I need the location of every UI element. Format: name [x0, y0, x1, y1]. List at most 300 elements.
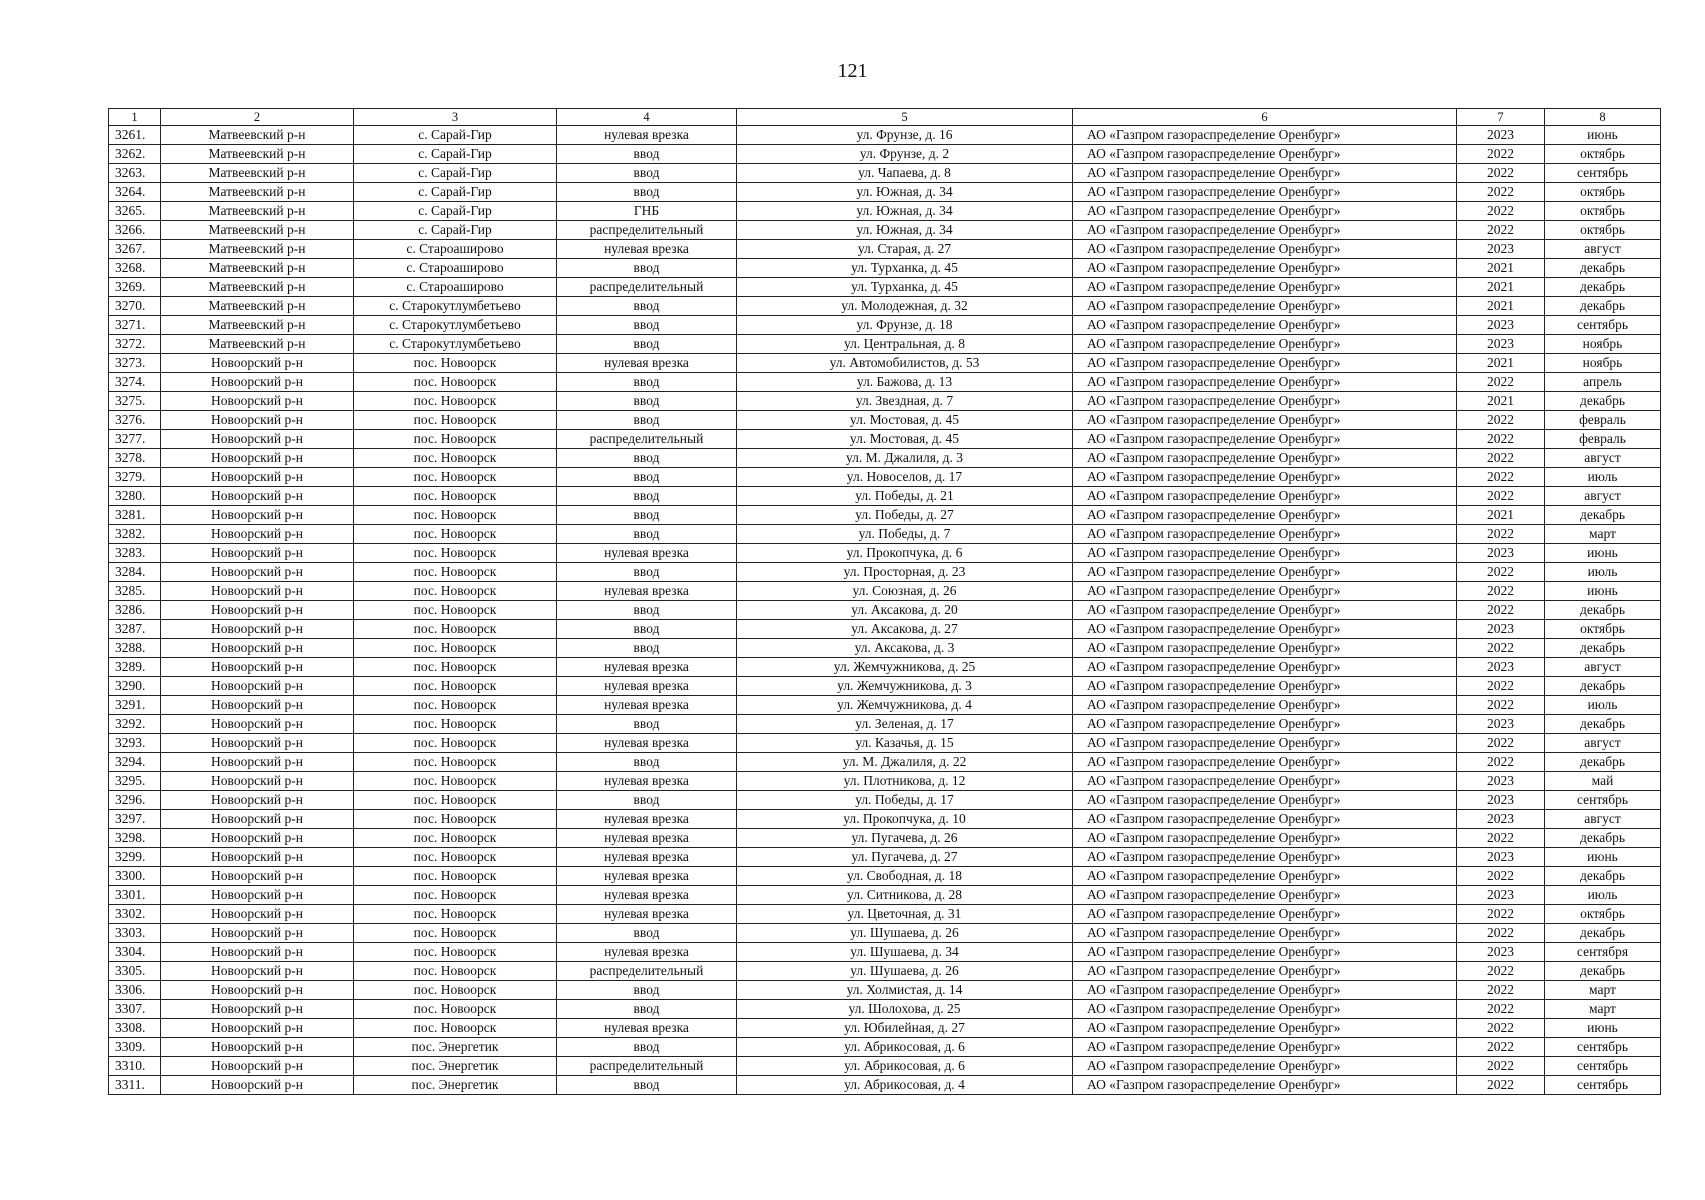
year-cell: 2022 [1457, 829, 1545, 848]
settlement-cell: с. Сарай-Гир [354, 221, 557, 240]
table-row [109, 791, 1661, 810]
connection-type-cell: нулевая врезка [557, 867, 737, 886]
organization-cell: АО «Газпром газораспределение Оренбург» [1073, 1076, 1457, 1095]
page-number: 121 [837, 60, 868, 82]
address-cell: ул. Союзная, д. 26 [737, 582, 1073, 601]
address-cell: ул. Старая, д. 27 [737, 240, 1073, 259]
column-header: 7 [1457, 109, 1545, 126]
district-cell: Новоорский р-н [161, 1019, 354, 1038]
address-cell: ул. Чапаева, д. 8 [737, 164, 1073, 183]
month-cell: декабрь [1545, 278, 1661, 297]
organization-cell: АО «Газпром газораспределение Оренбург» [1073, 525, 1457, 544]
connection-type-cell: ввод [557, 563, 737, 582]
district-cell: Матвеевский р-н [161, 145, 354, 164]
organization-cell: АО «Газпром газораспределение Оренбург» [1073, 734, 1457, 753]
district-cell: Новоорский р-н [161, 658, 354, 677]
year-cell: 2022 [1457, 525, 1545, 544]
connection-type-cell: ввод [557, 1000, 737, 1019]
month-cell: июль [1545, 468, 1661, 487]
district-cell: Новоорский р-н [161, 829, 354, 848]
month-cell: октябрь [1545, 145, 1661, 164]
connection-type-cell: нулевая врезка [557, 544, 737, 563]
year-cell: 2022 [1457, 905, 1545, 924]
settlement-cell: с. Старокутлумбетьево [354, 297, 557, 316]
month-cell: май [1545, 772, 1661, 791]
month-cell: сентябрь [1545, 1076, 1661, 1095]
month-cell: декабрь [1545, 392, 1661, 411]
district-cell: Новоорский р-н [161, 582, 354, 601]
table-row [109, 240, 1661, 259]
address-cell: ул. Цветочная, д. 31 [737, 905, 1073, 924]
organization-cell: АО «Газпром газораспределение Оренбург» [1073, 1000, 1457, 1019]
table-row [109, 1019, 1661, 1038]
row-number-cell: 3272. [109, 335, 161, 354]
row-number-cell: 3281. [109, 506, 161, 525]
organization-cell: АО «Газпром газораспределение Оренбург» [1073, 981, 1457, 1000]
organization-cell: АО «Газпром газораспределение Оренбург» [1073, 316, 1457, 335]
organization-cell: АО «Газпром газораспределение Оренбург» [1073, 563, 1457, 582]
connection-type-cell: ввод [557, 183, 737, 202]
row-number-cell: 3306. [109, 981, 161, 1000]
month-cell: декабрь [1545, 829, 1661, 848]
organization-cell: АО «Газпром газораспределение Оренбург» [1073, 506, 1457, 525]
address-cell: ул. Холмистая, д. 14 [737, 981, 1073, 1000]
table-row [109, 639, 1661, 658]
column-header: 6 [1073, 109, 1457, 126]
table-row [109, 278, 1661, 297]
district-cell: Новоорский р-н [161, 943, 354, 962]
district-cell: Новоорский р-н [161, 354, 354, 373]
row-number-cell: 3263. [109, 164, 161, 183]
district-cell: Новоорский р-н [161, 1076, 354, 1095]
year-cell: 2022 [1457, 639, 1545, 658]
table-row [109, 905, 1661, 924]
organization-cell: АО «Газпром газораспределение Оренбург» [1073, 658, 1457, 677]
year-cell: 2021 [1457, 297, 1545, 316]
district-cell: Матвеевский р-н [161, 316, 354, 335]
table-row [109, 677, 1661, 696]
address-cell: ул. Пугачева, д. 26 [737, 829, 1073, 848]
year-cell: 2021 [1457, 506, 1545, 525]
row-number-cell: 3293. [109, 734, 161, 753]
row-number-cell: 3297. [109, 810, 161, 829]
settlement-cell: пос. Новоорск [354, 582, 557, 601]
table-row [109, 620, 1661, 639]
row-number-cell: 3287. [109, 620, 161, 639]
table-row [109, 449, 1661, 468]
settlement-cell: пос. Новоорск [354, 601, 557, 620]
year-cell: 2023 [1457, 240, 1545, 259]
settlement-cell: пос. Новоорск [354, 772, 557, 791]
table-row [109, 373, 1661, 392]
table-row [109, 734, 1661, 753]
address-cell: ул. Жемчужникова, д. 4 [737, 696, 1073, 715]
month-cell: август [1545, 240, 1661, 259]
district-cell: Новоорский р-н [161, 449, 354, 468]
organization-cell: АО «Газпром газораспределение Оренбург» [1073, 848, 1457, 867]
row-number-cell: 3270. [109, 297, 161, 316]
address-cell: ул. Аксакова, д. 27 [737, 620, 1073, 639]
organization-cell: АО «Газпром газораспределение Оренбург» [1073, 373, 1457, 392]
connection-type-cell: ввод [557, 506, 737, 525]
year-cell: 2022 [1457, 677, 1545, 696]
table-row [109, 468, 1661, 487]
connection-type-cell: нулевая врезка [557, 582, 737, 601]
year-cell: 2022 [1457, 1019, 1545, 1038]
year-cell: 2023 [1457, 810, 1545, 829]
row-number-cell: 3310. [109, 1057, 161, 1076]
row-number-cell: 3283. [109, 544, 161, 563]
column-header: 3 [354, 109, 557, 126]
district-cell: Новоорский р-н [161, 620, 354, 639]
district-cell: Новоорский р-н [161, 962, 354, 981]
organization-cell: АО «Газпром газораспределение Оренбург» [1073, 335, 1457, 354]
year-cell: 2022 [1457, 753, 1545, 772]
month-cell: сентябрь [1545, 164, 1661, 183]
month-cell: сентября [1545, 943, 1661, 962]
row-number-cell: 3282. [109, 525, 161, 544]
row-number-cell: 3279. [109, 468, 161, 487]
district-cell: Новоорский р-н [161, 791, 354, 810]
header-row [109, 109, 1661, 126]
district-cell: Новоорский р-н [161, 468, 354, 487]
district-cell: Новоорский р-н [161, 392, 354, 411]
connection-type-cell: ввод [557, 164, 737, 183]
connection-type-cell: нулевая врезка [557, 905, 737, 924]
address-cell: ул. Аксакова, д. 20 [737, 601, 1073, 620]
table-row [109, 259, 1661, 278]
table-row [109, 753, 1661, 772]
connection-type-cell: ввод [557, 1038, 737, 1057]
row-number-cell: 3262. [109, 145, 161, 164]
row-number-cell: 3303. [109, 924, 161, 943]
settlement-cell: пос. Новоорск [354, 962, 557, 981]
row-number-cell: 3261. [109, 126, 161, 145]
month-cell: август [1545, 487, 1661, 506]
year-cell: 2022 [1457, 1000, 1545, 1019]
connection-type-cell: нулевая врезка [557, 772, 737, 791]
district-cell: Новоорский р-н [161, 639, 354, 658]
district-cell: Новоорский р-н [161, 715, 354, 734]
table-row [109, 145, 1661, 164]
connection-type-cell: ввод [557, 335, 737, 354]
connection-type-cell: ввод [557, 639, 737, 658]
district-cell: Новоорский р-н [161, 696, 354, 715]
district-cell: Новоорский р-н [161, 1038, 354, 1057]
settlement-cell: пос. Новоорск [354, 1000, 557, 1019]
row-number-cell: 3268. [109, 259, 161, 278]
month-cell: июль [1545, 563, 1661, 582]
year-cell: 2022 [1457, 962, 1545, 981]
address-cell: ул. Автомобилистов, д. 53 [737, 354, 1073, 373]
district-cell: Новоорский р-н [161, 981, 354, 1000]
settlement-cell: пос. Новоорск [354, 658, 557, 677]
organization-cell: АО «Газпром газораспределение Оренбург» [1073, 601, 1457, 620]
table-row [109, 582, 1661, 601]
address-cell: ул. Шолохова, д. 25 [737, 1000, 1073, 1019]
month-cell: ноябрь [1545, 335, 1661, 354]
month-cell: август [1545, 734, 1661, 753]
year-cell: 2022 [1457, 1076, 1545, 1095]
connection-type-cell: ввод [557, 468, 737, 487]
settlement-cell: пос. Новоорск [354, 905, 557, 924]
connection-type-cell: ввод [557, 373, 737, 392]
table-row [109, 1076, 1661, 1095]
row-number-cell: 3275. [109, 392, 161, 411]
settlement-cell: с. Сарай-Гир [354, 164, 557, 183]
district-cell: Матвеевский р-н [161, 126, 354, 145]
month-cell: март [1545, 1000, 1661, 1019]
organization-cell: АО «Газпром газораспределение Оренбург» [1073, 221, 1457, 240]
organization-cell: АО «Газпром газораспределение Оренбург» [1073, 487, 1457, 506]
table-row [109, 981, 1661, 1000]
address-cell: ул. Звездная, д. 7 [737, 392, 1073, 411]
settlement-cell: пос. Энергетик [354, 1076, 557, 1095]
settlement-cell: пос. Новоорск [354, 696, 557, 715]
settlement-cell: пос. Новоорск [354, 1019, 557, 1038]
month-cell: декабрь [1545, 962, 1661, 981]
district-cell: Новоорский р-н [161, 753, 354, 772]
row-number-cell: 3277. [109, 430, 161, 449]
organization-cell: АО «Газпром газораспределение Оренбург» [1073, 886, 1457, 905]
table-row [109, 430, 1661, 449]
row-number-cell: 3264. [109, 183, 161, 202]
month-cell: сентябрь [1545, 1038, 1661, 1057]
district-cell: Новоорский р-н [161, 601, 354, 620]
row-number-cell: 3307. [109, 1000, 161, 1019]
address-cell: ул. Аксакова, д. 3 [737, 639, 1073, 658]
column-header: 2 [161, 109, 354, 126]
table-row [109, 696, 1661, 715]
district-cell: Матвеевский р-н [161, 240, 354, 259]
year-cell: 2023 [1457, 715, 1545, 734]
year-cell: 2023 [1457, 316, 1545, 335]
year-cell: 2021 [1457, 259, 1545, 278]
month-cell: октябрь [1545, 221, 1661, 240]
table-row [109, 829, 1661, 848]
table-row [109, 392, 1661, 411]
address-cell: ул. Абрикосовая, д. 6 [737, 1038, 1073, 1057]
connection-type-cell: распределительный [557, 430, 737, 449]
address-cell: ул. М. Джалиля, д. 3 [737, 449, 1073, 468]
settlement-cell: пос. Новоорск [354, 430, 557, 449]
connection-type-cell: нулевая врезка [557, 1019, 737, 1038]
year-cell: 2022 [1457, 981, 1545, 1000]
column-header: 1 [109, 109, 161, 126]
organization-cell: АО «Газпром газораспределение Оренбург» [1073, 1038, 1457, 1057]
settlement-cell: пос. Новоорск [354, 639, 557, 658]
row-number-cell: 3290. [109, 677, 161, 696]
table-body [109, 126, 1661, 1095]
month-cell: июль [1545, 696, 1661, 715]
row-number-cell: 3274. [109, 373, 161, 392]
address-cell: ул. Центральная, д. 8 [737, 335, 1073, 354]
connection-type-cell: ввод [557, 145, 737, 164]
month-cell: октябрь [1545, 620, 1661, 639]
connection-type-cell: нулевая врезка [557, 848, 737, 867]
organization-cell: АО «Газпром газораспределение Оренбург» [1073, 392, 1457, 411]
table-row [109, 297, 1661, 316]
year-cell: 2022 [1457, 924, 1545, 943]
table-row [109, 335, 1661, 354]
organization-cell: АО «Газпром газораспределение Оренбург» [1073, 240, 1457, 259]
address-cell: ул. Мостовая, д. 45 [737, 411, 1073, 430]
district-cell: Матвеевский р-н [161, 202, 354, 221]
address-cell: ул. Абрикосовая, д. 6 [737, 1057, 1073, 1076]
organization-cell: АО «Газпром газораспределение Оренбург» [1073, 1019, 1457, 1038]
organization-cell: АО «Газпром газораспределение Оренбург» [1073, 943, 1457, 962]
settlement-cell: пос. Новоорск [354, 848, 557, 867]
settlement-cell: пос. Новоорск [354, 791, 557, 810]
row-number-cell: 3271. [109, 316, 161, 335]
settlement-cell: пос. Новоорск [354, 392, 557, 411]
connection-type-cell: нулевая врезка [557, 829, 737, 848]
row-number-cell: 3311. [109, 1076, 161, 1095]
settlement-cell: с. Старокутлумбетьево [354, 316, 557, 335]
address-cell: ул. Казачья, д. 15 [737, 734, 1073, 753]
table-row [109, 715, 1661, 734]
address-cell: ул. Прокопчука, д. 6 [737, 544, 1073, 563]
table-row [109, 924, 1661, 943]
district-cell: Новоорский р-н [161, 886, 354, 905]
row-number-cell: 3305. [109, 962, 161, 981]
month-cell: сентябрь [1545, 316, 1661, 335]
address-cell: ул. Фрунзе, д. 16 [737, 126, 1073, 145]
month-cell: октябрь [1545, 183, 1661, 202]
row-number-cell: 3276. [109, 411, 161, 430]
address-cell: ул. Победы, д. 7 [737, 525, 1073, 544]
address-cell: ул. Юбилейная, д. 27 [737, 1019, 1073, 1038]
table-row [109, 202, 1661, 221]
row-number-cell: 3304. [109, 943, 161, 962]
connection-type-cell: нулевая врезка [557, 677, 737, 696]
organization-cell: АО «Газпром газораспределение Оренбург» [1073, 468, 1457, 487]
row-number-cell: 3284. [109, 563, 161, 582]
organization-cell: АО «Газпром газораспределение Оренбург» [1073, 259, 1457, 278]
month-cell: июнь [1545, 126, 1661, 145]
year-cell: 2022 [1457, 430, 1545, 449]
settlement-cell: пос. Новоорск [354, 677, 557, 696]
settlement-cell: пос. Новоорск [354, 753, 557, 772]
column-header: 4 [557, 109, 737, 126]
address-cell: ул. Турханка, д. 45 [737, 278, 1073, 297]
month-cell: июль [1545, 886, 1661, 905]
settlement-cell: с. Староаширово [354, 278, 557, 297]
connection-type-cell: ввод [557, 449, 737, 468]
district-cell: Новоорский р-н [161, 430, 354, 449]
month-cell: март [1545, 525, 1661, 544]
year-cell: 2023 [1457, 335, 1545, 354]
organization-cell: АО «Газпром газораспределение Оренбург» [1073, 924, 1457, 943]
connection-type-cell: ввод [557, 297, 737, 316]
district-cell: Новоорский р-н [161, 563, 354, 582]
connection-type-cell: ввод [557, 715, 737, 734]
connection-type-cell: распределительный [557, 1057, 737, 1076]
year-cell: 2022 [1457, 734, 1545, 753]
connection-type-cell: ввод [557, 392, 737, 411]
row-number-cell: 3265. [109, 202, 161, 221]
address-cell: ул. Южная, д. 34 [737, 183, 1073, 202]
district-cell: Новоорский р-н [161, 487, 354, 506]
district-cell: Новоорский р-н [161, 1057, 354, 1076]
settlement-cell: пос. Новоорск [354, 468, 557, 487]
connection-type-cell: ввод [557, 487, 737, 506]
settlement-cell: пос. Новоорск [354, 506, 557, 525]
settlement-cell: пос. Новоорск [354, 354, 557, 373]
connection-type-cell: нулевая врезка [557, 734, 737, 753]
year-cell: 2023 [1457, 658, 1545, 677]
district-cell: Новоорский р-н [161, 905, 354, 924]
month-cell: сентябрь [1545, 791, 1661, 810]
month-cell: август [1545, 658, 1661, 677]
district-cell: Матвеевский р-н [161, 297, 354, 316]
year-cell: 2022 [1457, 1038, 1545, 1057]
table-row [109, 658, 1661, 677]
address-cell: ул. Свободная, д. 18 [737, 867, 1073, 886]
address-cell: ул. Фрунзе, д. 18 [737, 316, 1073, 335]
year-cell: 2023 [1457, 772, 1545, 791]
year-cell: 2023 [1457, 848, 1545, 867]
year-cell: 2022 [1457, 563, 1545, 582]
year-cell: 2022 [1457, 867, 1545, 886]
month-cell: декабрь [1545, 297, 1661, 316]
district-cell: Новоорский р-н [161, 867, 354, 886]
row-number-cell: 3269. [109, 278, 161, 297]
organization-cell: АО «Газпром газораспределение Оренбург» [1073, 582, 1457, 601]
month-cell: декабрь [1545, 753, 1661, 772]
connection-type-cell: распределительный [557, 962, 737, 981]
settlement-cell: пос. Энергетик [354, 1038, 557, 1057]
row-number-cell: 3273. [109, 354, 161, 373]
year-cell: 2022 [1457, 221, 1545, 240]
table-row [109, 772, 1661, 791]
connection-type-cell: ввод [557, 259, 737, 278]
year-cell: 2022 [1457, 582, 1545, 601]
district-cell: Новоорский р-н [161, 506, 354, 525]
month-cell: август [1545, 810, 1661, 829]
district-cell: Новоорский р-н [161, 677, 354, 696]
year-cell: 2023 [1457, 126, 1545, 145]
organization-cell: АО «Газпром газораспределение Оренбург» [1073, 829, 1457, 848]
district-cell: Матвеевский р-н [161, 183, 354, 202]
organization-cell: АО «Газпром газораспределение Оренбург» [1073, 544, 1457, 563]
table-row [109, 126, 1661, 145]
year-cell: 2023 [1457, 791, 1545, 810]
organization-cell: АО «Газпром газораспределение Оренбург» [1073, 278, 1457, 297]
year-cell: 2022 [1457, 202, 1545, 221]
address-cell: ул. Южная, д. 34 [737, 221, 1073, 240]
row-number-cell: 3299. [109, 848, 161, 867]
table-row [109, 354, 1661, 373]
settlement-cell: с. Сарай-Гир [354, 145, 557, 164]
settlement-cell: пос. Новоорск [354, 544, 557, 563]
row-number-cell: 3280. [109, 487, 161, 506]
district-cell: Новоорский р-н [161, 411, 354, 430]
year-cell: 2022 [1457, 183, 1545, 202]
connection-type-cell: нулевая врезка [557, 658, 737, 677]
organization-cell: АО «Газпром газораспределение Оренбург» [1073, 449, 1457, 468]
table-row [109, 943, 1661, 962]
row-number-cell: 3308. [109, 1019, 161, 1038]
organization-cell: АО «Газпром газораспределение Оренбург» [1073, 810, 1457, 829]
address-cell: ул. Шушаева, д. 26 [737, 962, 1073, 981]
address-cell: ул. Шушаева, д. 26 [737, 924, 1073, 943]
year-cell: 2022 [1457, 449, 1545, 468]
organization-cell: АО «Газпром газораспределение Оренбург» [1073, 164, 1457, 183]
settlement-cell: с. Сарай-Гир [354, 183, 557, 202]
settlement-cell: пос. Новоорск [354, 886, 557, 905]
address-cell: ул. Фрунзе, д. 2 [737, 145, 1073, 164]
